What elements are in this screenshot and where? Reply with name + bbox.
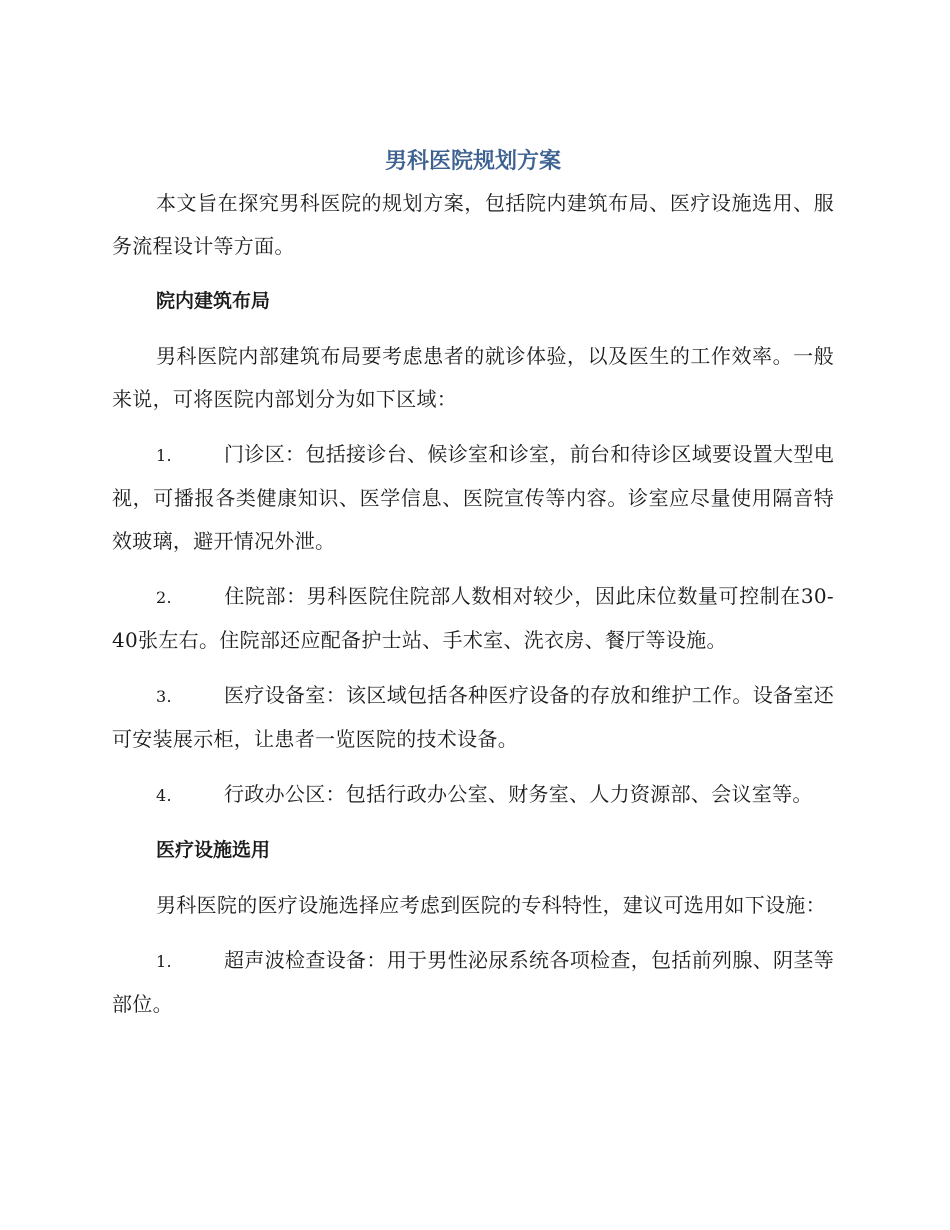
spacer xyxy=(112,323,834,335)
list-item xyxy=(112,575,834,662)
list-item xyxy=(112,773,834,817)
document-body xyxy=(112,142,834,1026)
list-item-text: 住院部：男科医院住院部人数相对较少，因此床位数量可控制在30-40张左右。住院部还应配备护士站、手术室、洗衣房、餐厅等设施。 xyxy=(112,584,834,652)
list-item-number: 4. xyxy=(156,786,172,805)
spacer xyxy=(112,927,834,939)
list-item xyxy=(112,674,834,761)
spacer xyxy=(112,563,834,575)
intro-paragraph: 本文旨在探究男科医院的规划方案，包括院内建筑布局、医疗设施选用、服务流程设计等方面。 xyxy=(112,191,834,258)
list-item-text: 门诊区：包括接诊台、候诊室和诊室，前台和待诊区域要设置大型电视，可播报各类健康知识、医学信息、医院宣传等内容。诊室应尽量使用隔音特效玻璃，避开情况外泄。 xyxy=(112,442,834,553)
spacer xyxy=(112,662,834,674)
list-item-text: 医疗设备室：该区域包括各种医疗设备的存放和维护工作。设备室还可安装展示柜，让患者一览医院的技术设备。 xyxy=(112,683,834,751)
section-intro-building-layout: 男科医院内部建筑布局要考虑患者的就诊体验，以及医生的工作效率。一般来说，可将医院内部划分为如下区域： xyxy=(112,344,834,411)
section-heading-medical-facilities: 医疗设施选用 xyxy=(156,839,271,861)
section-intro-medical-facilities: 男科医院的医疗设施选择应考虑到医院的专科特性，建议可选用如下设施： xyxy=(156,893,826,917)
list-item-number: 3. xyxy=(156,687,172,706)
spacer xyxy=(112,817,834,829)
spacer xyxy=(112,268,834,280)
list-item-text: 超声波检查设备：用于男性泌尿系统各项检查，包括前列腺、阴茎等部位。 xyxy=(112,948,834,1016)
list-item xyxy=(112,433,834,563)
list-item-number: 1. xyxy=(156,952,172,971)
section-heading-building-layout: 院内建筑布局 xyxy=(156,290,271,312)
document-title: 男科医院规划方案 xyxy=(384,149,561,174)
spacer xyxy=(112,872,834,884)
list-item-text: 行政办公区：包括行政办公室、财务室、人力资源部、会议室等。 xyxy=(224,782,813,806)
spacer xyxy=(112,761,834,773)
list-item xyxy=(112,939,834,1026)
spacer xyxy=(112,421,834,433)
list-item-number: 1. xyxy=(156,446,172,465)
list-item-number: 2. xyxy=(156,588,172,607)
